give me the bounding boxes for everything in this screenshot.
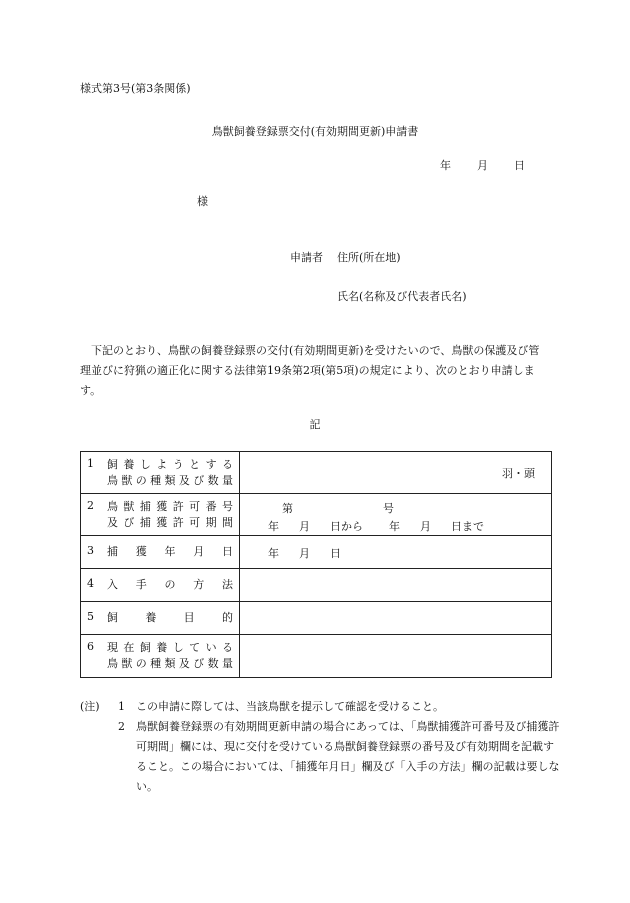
notes-section — [80, 697, 560, 797]
application-date — [440, 157, 525, 173]
ki-heading: 記 — [309, 418, 321, 431]
to-month-label: 月 — [420, 520, 431, 533]
applicant-label: 申請者 — [290, 251, 323, 264]
note-number: 1 — [118, 700, 125, 713]
note-text: この申請に際しては、当該鳥獣を提示して確認を受けること。 — [136, 700, 444, 713]
notes-label: (注) — [80, 700, 100, 713]
unit-label: 羽・頭 — [502, 467, 535, 480]
row-number: 6 — [87, 640, 94, 653]
to-day-label: 日まで — [451, 520, 484, 533]
permit-number-period-field[interactable] — [240, 494, 552, 536]
row-label-line: 入手の方法 — [107, 578, 233, 591]
application-body-text: 下記のとおり、鳥獣の飼養登録票の交付(有効期間更新)を受けたいので、鳥獣の保護及び管理並びに狩猟の適正化に関する法律第19条第2項(第5項)の規定により、次のとおり申請します。 — [80, 344, 540, 397]
row-label — [81, 569, 240, 602]
capture-day-label: 日 — [330, 547, 341, 560]
table-row — [81, 494, 552, 536]
note-item — [80, 717, 560, 797]
from-month-label: 月 — [299, 520, 310, 533]
row-label-line: 飼養目的 — [107, 611, 233, 624]
document-title: 鳥獣飼養登録票交付(有効期間更新)申請書 — [211, 125, 419, 138]
date-month-label: 月 — [477, 159, 488, 172]
addressee-honorific: 様 — [197, 195, 208, 208]
table-row — [81, 569, 552, 602]
row-label-line: 現在飼養している — [107, 641, 233, 654]
species-quantity-field[interactable] — [240, 452, 552, 494]
from-day-label: 日から — [330, 520, 363, 533]
row-label-line: 捕獲年月日 — [107, 545, 233, 558]
table-row — [81, 602, 552, 635]
row-label — [81, 494, 240, 536]
permit-period — [268, 518, 484, 534]
permit-gou-label: 号 — [383, 502, 394, 515]
name-label: 氏名(名称及び代表者氏名) — [337, 290, 467, 303]
row-number: 4 — [87, 577, 94, 590]
capture-month-label: 月 — [299, 547, 310, 560]
note-text: 鳥獣飼養登録票の有効期間更新申請の場合にあっては、「鳥獣捕獲許可番号及び捕獲許可期間」欄には、現に交付を受けている鳥獣飼養登録票の番号及び有効期間を記載すること。この場合においては、「捕獲年月日」欄及び「入手の方法」欄の記載は要しない。 — [136, 720, 560, 793]
row-number: 3 — [87, 544, 94, 557]
note-item — [80, 697, 560, 717]
date-day-label: 日 — [514, 159, 525, 172]
row-number: 1 — [87, 456, 94, 470]
table-row — [81, 536, 552, 569]
note-number: 2 — [118, 720, 125, 733]
current-species-quantity-field[interactable] — [240, 635, 552, 678]
capture-year-label: 年 — [268, 547, 279, 560]
address-label: 住所(所在地) — [337, 251, 401, 264]
row-number: 2 — [87, 498, 94, 512]
row-label — [81, 536, 240, 569]
table-row — [81, 635, 552, 678]
capture-date — [268, 545, 341, 561]
form-number: 様式第3号(第3条関係) — [80, 82, 191, 95]
row-label — [81, 635, 240, 678]
to-year-label: 年 — [389, 520, 400, 533]
row-label — [81, 452, 240, 494]
from-year-label: 年 — [268, 520, 279, 533]
row-label-line: 鳥獣の種類及び数量 — [107, 473, 233, 487]
acquisition-method-field[interactable] — [240, 569, 552, 602]
breeding-purpose-field[interactable] — [240, 602, 552, 635]
row-number: 5 — [87, 610, 94, 623]
row-label-line: 及び捕獲許可期間 — [107, 515, 233, 529]
capture-date-field[interactable] — [240, 536, 552, 569]
application-table — [80, 451, 552, 678]
row-label-line: 鳥獣捕獲許可番号 — [107, 499, 233, 513]
table-row — [81, 452, 552, 494]
row-label-line: 飼養しようとする — [107, 457, 233, 471]
date-year-label: 年 — [440, 159, 451, 172]
permit-dai-label: 第 — [282, 502, 293, 515]
row-label-line: 鳥獣の種類及び数量 — [107, 657, 233, 670]
row-label — [81, 602, 240, 635]
